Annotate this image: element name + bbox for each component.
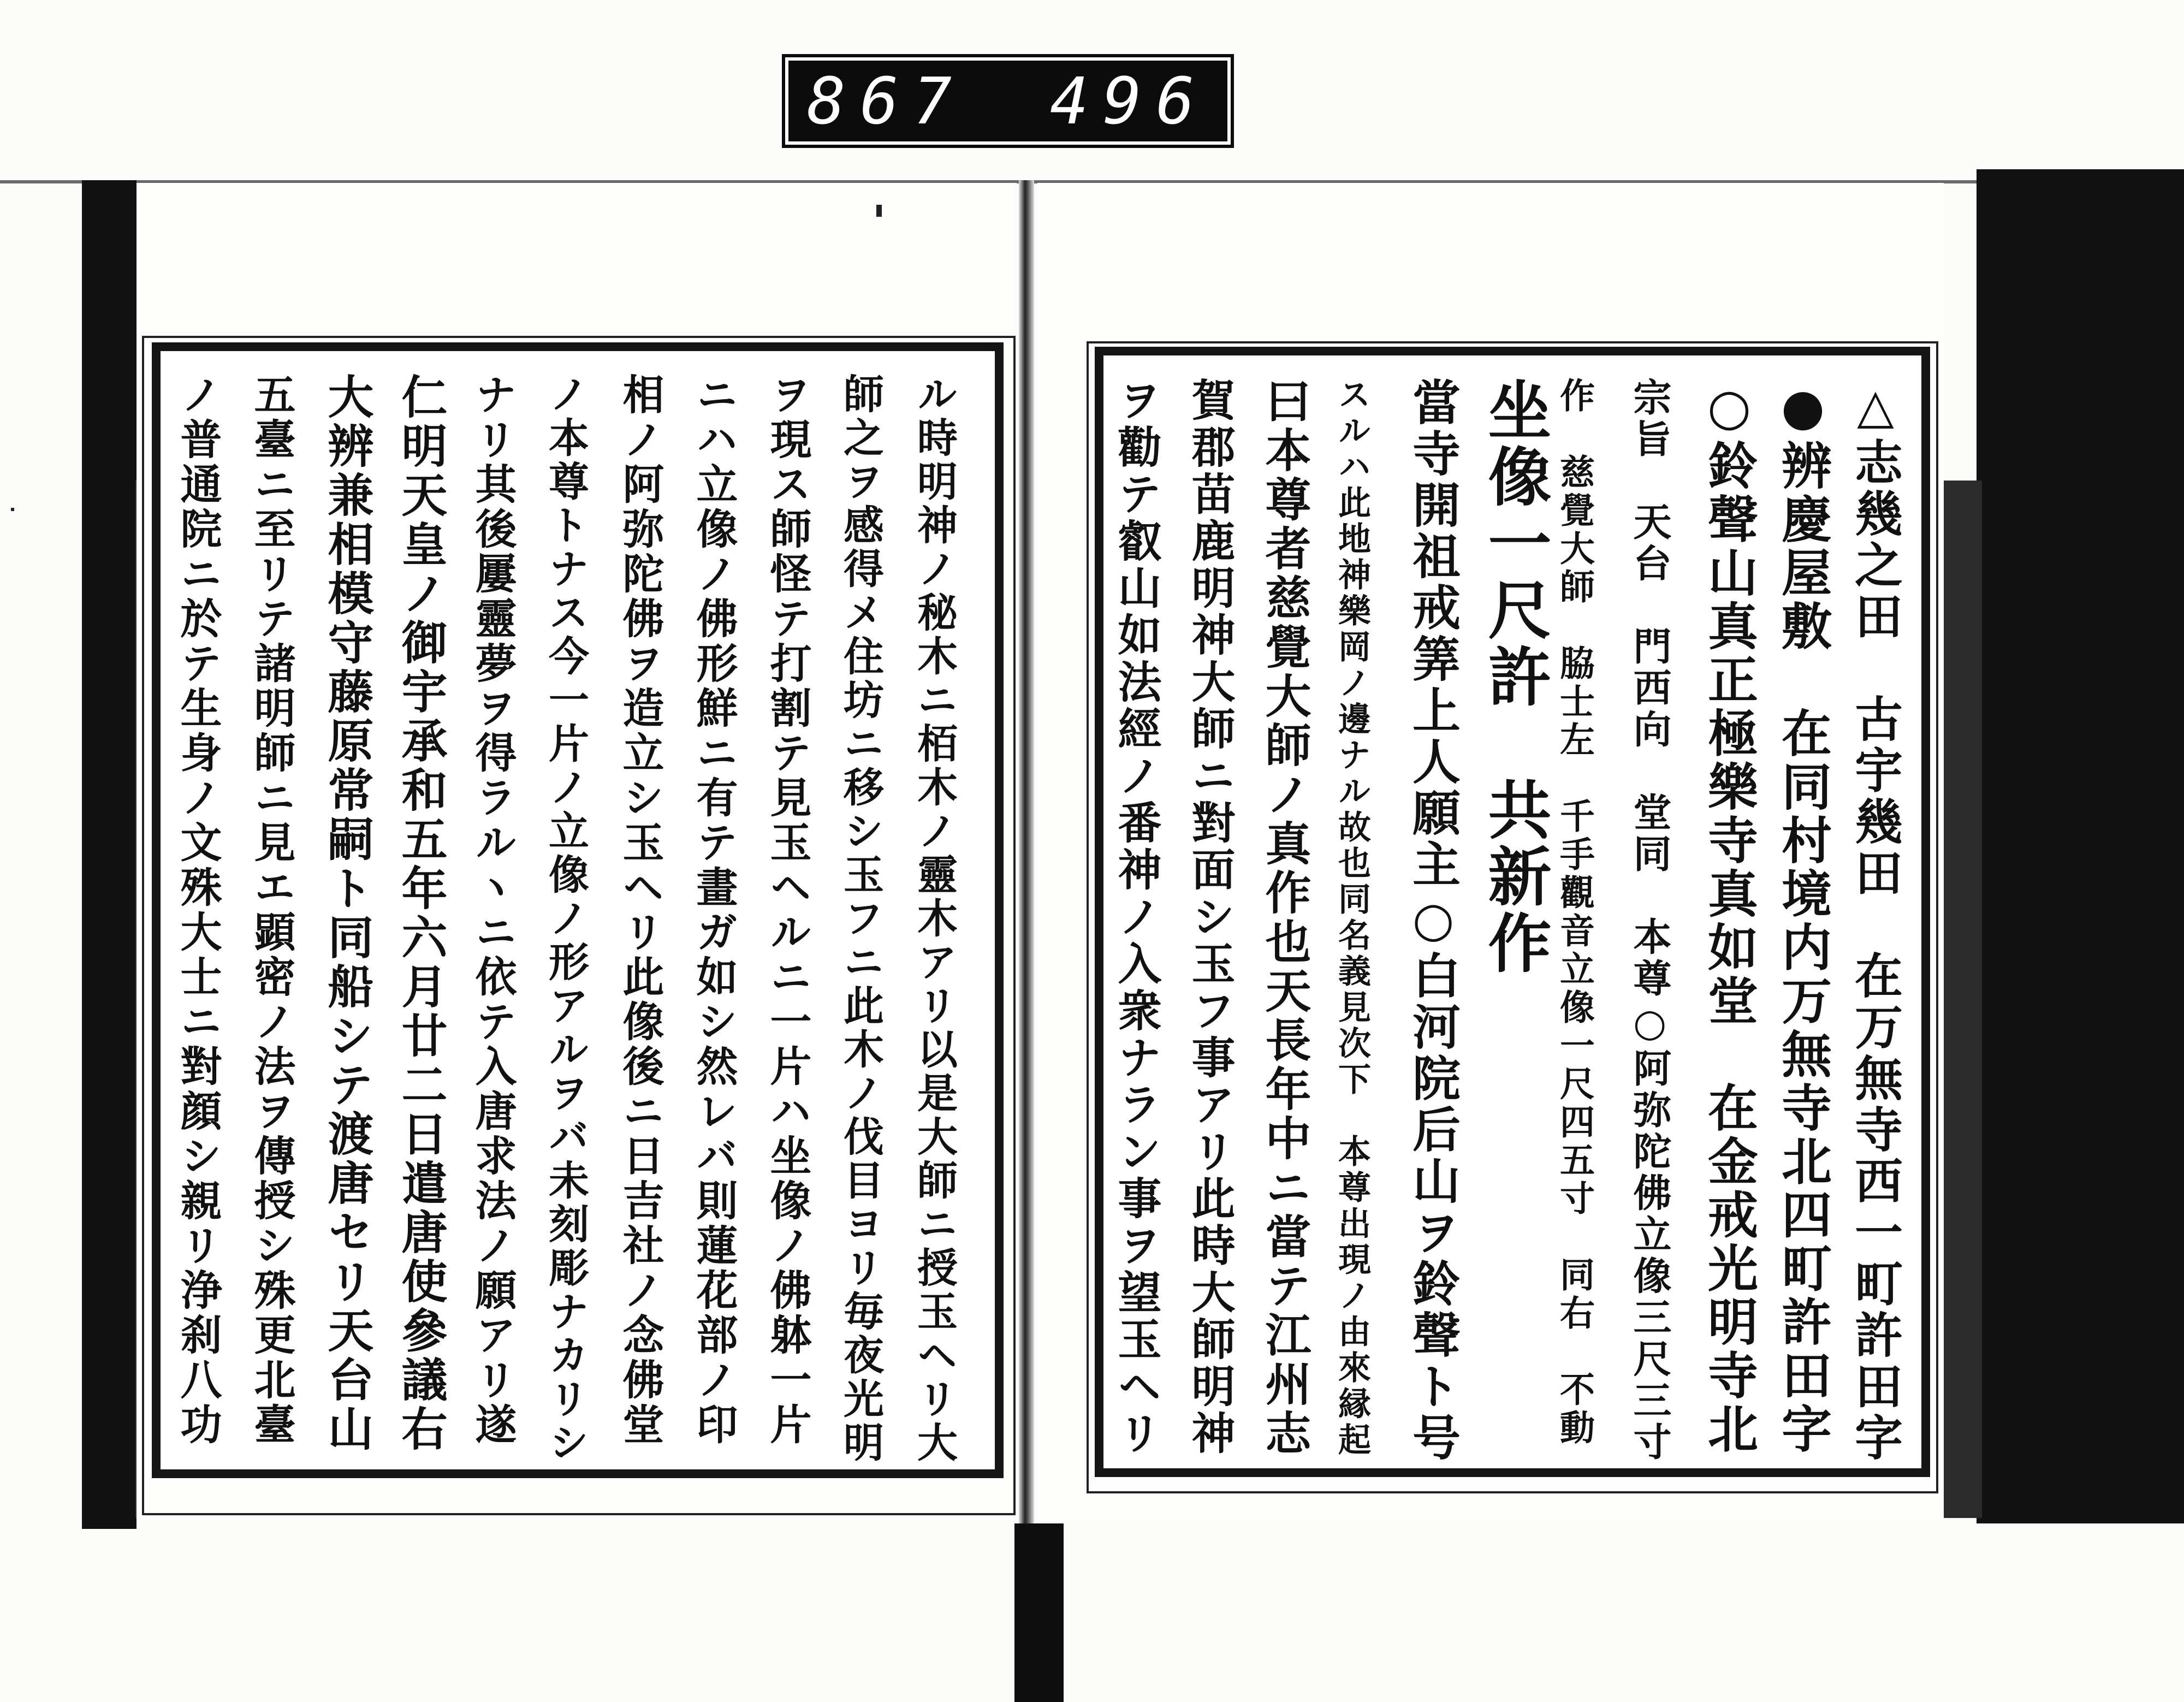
book-gutter [1019,180,1034,1702]
left-page-frame [152,342,1004,1478]
call-number-left: 867 [807,63,966,139]
left-book-edge [82,180,136,1529]
left-col-1: ル時明神ノ秘木ニ栢木ノ靈木アリ以是大師ニ授玉ヘリ大 [911,373,958,1465]
right-col-10: 賀郡苗鹿明神大師ニ對面シ玉フ事アリ此時大師明神 [1184,377,1236,1457]
left-page [136,183,1017,1523]
right-page [1037,183,1944,1523]
right-col-9: 曰本尊者慈覺大師ノ真作也天長年中ニ當テ江州志 [1258,377,1312,1458]
right-book-edge-inner [1944,481,1982,1518]
call-number-right: 496 [1049,63,1209,139]
right-page-frame [1095,347,1930,1477]
left-page-text [174,373,980,1465]
left-col-5: 相ノ阿弥陀佛ヲ造立シ玉ヘリ此像後ニ日吉社ノ念佛堂 [616,373,664,1448]
left-col-8: 仁明天皇ノ御宇承和五年六月廿二日遣唐使參議右 [394,373,448,1454]
right-col-7: 當寺開祖戒筭上人願主○白河院后山ヲ鈴聲ト号 [1405,377,1462,1464]
gutter-shadow [1014,1523,1064,1702]
left-col-6: ノ本尊トナス今一片ノ立像ノ形アルヲバ未刻彫ナカリシ [542,373,589,1465]
left-col-2: 師之ヲ感得メ住坊ニ移シ玉フニ此木ノ伐目ヨリ毎夜光明 [837,373,884,1465]
right-col-6: 坐像一尺許 共新作 [1477,377,1552,977]
right-book-edge [1977,169,2184,1523]
left-col-7: ナリ其後屢靈夢ヲ得ラルヽニ依テ入唐求法ノ願アリ遂 [468,373,517,1448]
right-col-2: ●辨慶屋敷 在同村境内万無寺北四町許田字 [1773,377,1832,1456]
right-page-text [1111,377,1917,1469]
left-col-11: ノ普通院ニ於テ生身ノ文殊大士ニ對顔シ親リ浄刹八功 [174,373,222,1448]
left-col-4: ニハ立像ノ佛形鮮ニ有テ畫ガ如シ然レバ則蓮花部ノ印 [690,373,738,1448]
right-col-5: 作 慈覺大師 脇士左 千手觀音立像一尺四五寸 同右 不動 [1554,377,1595,1448]
scan-speck [11,508,14,511]
left-col-9: 大辨兼相模守藤原常嗣ト同船シテ渡唐セリ天台山 [321,373,375,1454]
left-col-3: ヲ現ス師怪テ打割テ見玉ヘルニ一片ハ坐像ノ佛躰一片 [763,373,812,1448]
call-number-label [785,57,1231,145]
right-col-3: ○鈴聲山真正極樂寺真如堂 在金戒光明寺北 [1700,377,1759,1456]
right-col-4: 宗旨 天台 門西向 堂同 本尊○阿弥陀佛立像三尺三寸 [1627,377,1672,1463]
right-col-8: スルハ此地神樂岡ノ邊ナル故也同名義見次下 本尊出現ノ由來縁起 [1333,377,1371,1458]
left-col-10: 五臺ニ至リテ諸明師ニ見エ顕密ノ法ヲ傳授シ殊更北臺 [247,373,296,1448]
right-col-11: ヲ勸テ叡山如法經ノ番神ノ入衆ナラン事ヲ望玉ヘリ [1111,377,1162,1457]
right-col-1: △志幾之田 古宇幾田 在万無寺西一町許田字 [1847,377,1904,1464]
scan-speck [876,205,882,217]
